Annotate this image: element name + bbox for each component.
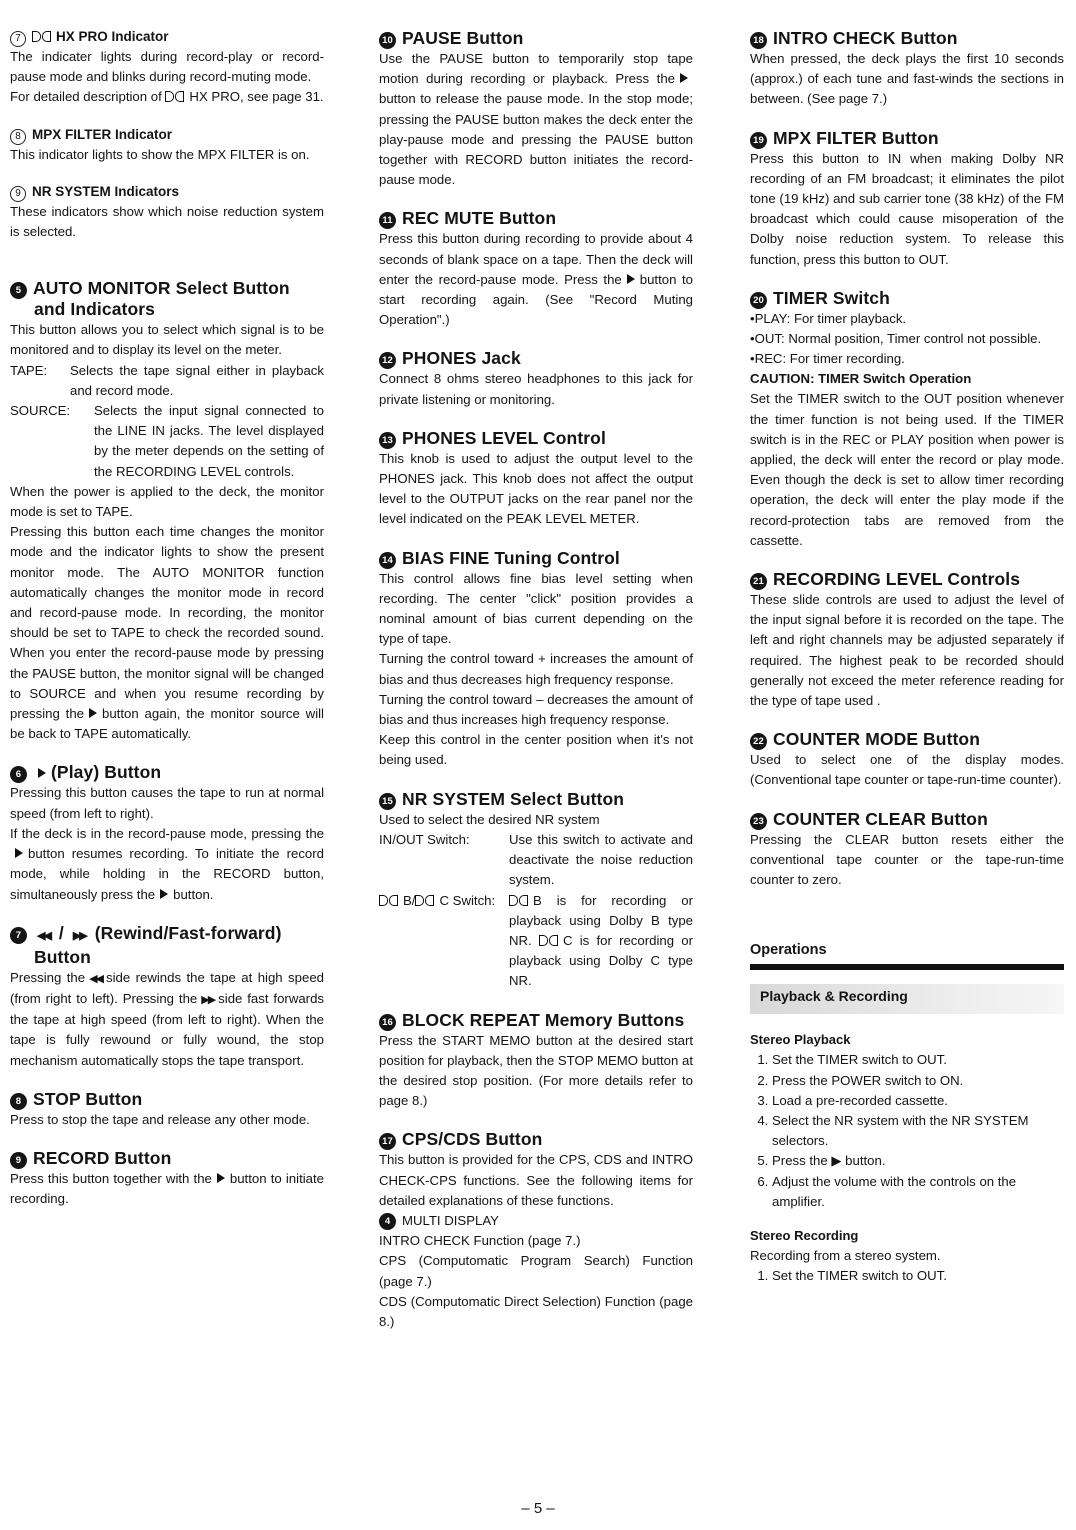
bullet: •PLAY: For timer playback.	[750, 310, 907, 326]
paragraph: This button allows you to select which signal is to be monitored and to display its level on the meter.	[10, 322, 324, 358]
paragraph: Pressing this button each time changes the monitor mode and the indicator lights to show the present monitor mode. The AUTO MONITOR function automatically changes the monitor mode in record and record-pause mode. In recording, the monitor should be set to TAPE to check the recorded sound. When you enter the record-pause mode by pressing the PAUSE button, the monitor signal will be changed to SOURCE and when you resume recording by pressing the button again, the monitor source will be back to TAPE automatically.	[10, 524, 324, 742]
paragraph: Press to stop the tape and release any other mode.	[10, 1111, 310, 1127]
paragraph: Press this button to IN when making Dolby NR recording of an FM broadcast; it eliminates the pilot tone (19 kHz) and sub carrier tone (38 kHz) of the FM broadcast which could cause misoperation of the Dolby noise reduction system. To release this function, press this button to OUT.	[750, 150, 1064, 267]
dolby-logo-icon	[509, 895, 529, 906]
play-icon	[217, 1173, 225, 1183]
paragraph: Pressing the CLEAR button resets either the conventional tape counter or the tape-run-time counter to zero.	[750, 831, 1064, 888]
item-number: 23	[750, 813, 767, 830]
section-heading: 7 ◀◀ / ▶▶ (Rewind/Fast-forward)	[10, 923, 324, 947]
step-item: 2. Press the POWER switch to ON.	[772, 1071, 1064, 1091]
operations-title: Operations	[750, 942, 827, 959]
section-phones-level	[379, 428, 693, 530]
paragraph: When pressed, the deck plays the first 10 seconds (approx.) of each tune and fast-winds the sections in between. (See page 7.)	[750, 51, 1064, 107]
item-number: 14	[379, 552, 396, 569]
section-heading: 23 COUNTER CLEAR Button	[750, 809, 1064, 830]
item-number: 5	[10, 282, 27, 299]
section-nr-system-indicators	[10, 183, 324, 242]
item-number: 9	[10, 1152, 27, 1169]
paragraph: Recording from a stereo system.	[750, 1247, 941, 1263]
item-number: 20	[750, 292, 767, 309]
section-auto-monitor	[10, 278, 324, 744]
section-heading: 8 MPX FILTER Indicator	[10, 126, 324, 145]
paragraph: Turning the control toward + increases the amount of bias and thus decreases high frequency response.	[379, 651, 693, 687]
paragraph: This knob is used to adjust the output level to the PHONES jack. This knob does not affect the output level to the OUTPUT jacks on the rear panel nor the level indicated on the PEAK LEVEL METER.	[379, 450, 693, 527]
item-number: 9	[10, 186, 26, 202]
dolby-logo-icon	[415, 895, 435, 906]
section-heading: 5 AUTO MONITOR Select Button	[10, 278, 324, 299]
section-heading: 21 RECORDING LEVEL Controls	[750, 569, 1064, 590]
item-number: 17	[379, 1133, 396, 1150]
item-number: 10	[379, 32, 396, 49]
section-pause-button	[379, 28, 693, 190]
paragraph: Used to select the desired NR system	[379, 811, 600, 827]
caution-heading: CAUTION: TIMER Switch Operation	[750, 371, 972, 387]
section-heading: 10 PAUSE Button	[379, 28, 693, 49]
list-line: CPS (Computomatic Program Search) Function (page 7.)	[379, 1253, 693, 1289]
bullet: •OUT: Normal position, Timer control not possible.	[750, 331, 1042, 347]
bullet: •REC: For timer recording.	[750, 351, 905, 367]
page-number: – 5 –	[521, 1500, 555, 1517]
play-icon	[15, 848, 23, 858]
item-number: 16	[379, 1014, 396, 1031]
paragraph: Press the START MEMO button at the desired start position for playback, then the STOP MEMO button at the desired stop position. (For more details refer to page 8.)	[379, 1032, 693, 1109]
column-2	[379, 28, 693, 1350]
item-number: 22	[750, 733, 767, 750]
section-heading-cont: Button	[34, 946, 91, 967]
paragraph: 4 MULTI DISPLAY	[379, 1211, 693, 1231]
item-number: 11	[379, 212, 396, 229]
section-heading: 19 MPX FILTER Button	[750, 128, 1064, 149]
section-heading: 9 NR SYSTEM Indicators	[10, 183, 324, 202]
column-3	[750, 28, 1064, 1286]
definition-tape: TAPE: Selects the tape signal either in playback and record mode.	[10, 362, 324, 398]
subsection-title: Stereo Recording	[750, 1227, 859, 1243]
paragraph: Use the PAUSE button to temporarily stop tape motion during recording or playback. Press thebutton to release the pause mode. In the stop mode; pressing the PAUSE button makes the deck enter the play-pause mode and pressing the PAUSE button together with RECORD button initiates the record-pause mode.	[379, 51, 693, 188]
section-heading: 8 STOP Button	[10, 1089, 324, 1110]
section-cps-cds	[379, 1129, 693, 1332]
definition-source: SOURCE: Selects the input signal connected to the LINE IN jacks. The level displayed by the meter depends on the setting of the RECORDING LEVEL controls.	[10, 403, 324, 479]
item-number: 7	[10, 31, 26, 47]
section-heading-cont: and Indicators	[34, 299, 156, 320]
paragraph: Pressing this button causes the tape to run at normal speed (from left to right).	[10, 785, 324, 821]
paragraph: If the deck is in the record-pause mode, pressing thebutton resumes recording. To initiate the record mode, while holding in the RECORD button, simultaneously press the button.	[10, 825, 324, 902]
item-number: 8	[10, 129, 26, 145]
paragraph: Press this button together with the button to initiate recording.	[10, 1170, 324, 1207]
section-rewind-ff-button	[10, 923, 324, 1071]
play-icon	[38, 768, 46, 778]
play-icon	[627, 274, 635, 284]
section-play-button	[10, 762, 324, 904]
rewind-icon: ◀◀	[37, 929, 50, 942]
section-heading: 9 RECORD Button	[10, 1148, 324, 1169]
step-item: 4. Select the NR system with the NR SYSTEM selectors.	[772, 1111, 1064, 1151]
item-number: 21	[750, 573, 767, 590]
item-number: 18	[750, 32, 767, 49]
paragraph: These slide controls are used to adjust the level of the input signal before it is recorded on the tape. The left and right channels may be adjusted separately if required. The highest peak to be recorded should generally not exceed the meter reference reading for the type of tape used .	[750, 592, 1064, 709]
step-item: 3. Load a pre-recorded cassette.	[772, 1091, 1064, 1111]
section-mpx-filter-button	[750, 128, 1064, 270]
fast-forward-icon: ▶▶	[72, 929, 86, 942]
section-timer-switch	[750, 288, 1064, 551]
definition-in-out: IN/OUT Switch: Use this switch to activate and deactivate the noise reduction system.	[379, 831, 693, 888]
section-heading: 6 (Play) Button	[10, 762, 324, 783]
paragraph: Turning the control toward – decreases the amount of bias and thus increases high frequency response.	[379, 691, 693, 728]
item-number: 8	[10, 1093, 27, 1110]
section-heading: 13 PHONES LEVEL Control	[379, 428, 693, 449]
item-number: 19	[750, 132, 767, 149]
play-icon	[89, 708, 97, 718]
play-icon	[680, 73, 688, 83]
section-banner: Playback & Recording	[750, 984, 1064, 1014]
list-line: CDS (Computomatic Direct Selection) Function (page 8.)	[379, 1293, 693, 1329]
section-heading: 22 COUNTER MODE Button	[750, 729, 1064, 750]
paragraph: Connect 8 ohms stereo headphones to this jack for private listening or monitoring.	[379, 371, 693, 407]
item-number: 4	[379, 1213, 396, 1230]
section-recording-level	[750, 569, 1064, 711]
paragraph: Keep this control in the center position when it's not being used.	[379, 732, 693, 768]
item-number: 7	[10, 927, 27, 944]
section-counter-mode	[750, 729, 1064, 790]
paragraph: The indicater lights during record-play or record-pause mode and blinks during record-muting mode.	[10, 49, 324, 85]
section-intro-check	[750, 28, 1064, 110]
section-heading: 20 TIMER Switch	[750, 288, 1064, 309]
operations-section	[750, 942, 1064, 1286]
item-number: 15	[379, 793, 396, 810]
list-line: INTRO CHECK Function (page 7.)	[379, 1233, 581, 1249]
section-stop-button	[10, 1089, 324, 1130]
section-block-repeat	[379, 1010, 693, 1112]
section-heading: 17 CPS/CDS Button	[379, 1129, 693, 1150]
section-mpx-filter-indicator	[10, 126, 324, 165]
section-counter-clear	[750, 809, 1064, 891]
item-number: 12	[379, 352, 396, 369]
rewind-icon: ◀◀	[89, 972, 102, 985]
paragraph: Used to select one of the display modes. (Conventional tape counter or tape-run-time counter).	[750, 752, 1064, 788]
section-heading: 15 NR SYSTEM Select Button	[379, 789, 693, 810]
section-hx-pro-indicator	[10, 28, 324, 108]
paragraph: This button is provided for the CPS, CDS and INTRO CHECK-CPS functions. See the following items for detailed explanations of these functions.	[379, 1152, 693, 1208]
section-bias-fine	[379, 548, 693, 771]
column-1	[10, 28, 324, 1227]
steps-list	[750, 1050, 1064, 1212]
fast-forward-icon: ▶▶	[201, 993, 215, 1006]
paragraph: This indicator lights to show the MPX FILTER is on.	[10, 146, 310, 162]
dolby-logo-icon	[32, 31, 52, 42]
paragraph: This control allows fine bias level setting when recording. The center "click" position provides a nominal amount of bias current depending on the type of tape.	[379, 570, 693, 647]
section-heading: 11 REC MUTE Button	[379, 208, 693, 229]
step-item: 1. Set the TIMER switch to OUT.	[772, 1266, 1064, 1286]
paragraph: These indicators show which noise reduction system is selected.	[10, 203, 324, 240]
paragraph: Press this button during recording to provide about 4 seconds of blank space on a tape. Then the deck will enter the record-pause mode. Press the button to start recording again. (See "Record Muting Operation".)	[379, 231, 694, 328]
step-item: 6. Adjust the volume with the controls on the amplifier.	[772, 1172, 1064, 1212]
paragraph: When the power is applied to the deck, the monitor mode is set to TAPE.	[10, 483, 324, 520]
section-record-button	[10, 1148, 324, 1209]
paragraph: For detailed description of HX PRO, see page 31.	[10, 89, 324, 105]
step-item: 5. Press the ▶ button.	[772, 1151, 1064, 1171]
paragraph: Set the TIMER switch to the OUT position whenever the timer function is not being used. If the TIMER switch is in the REC or PLAY position when power is applied, the deck will enter the record or play mode. Even though the deck is set to allow timer recording operation, the deck will enter the play mode if the record-protection tabs are removed from the cassette.	[750, 391, 1064, 548]
section-rec-mute-button	[379, 208, 693, 330]
definition-b-c: B/ C Switch: B is for recording or playback using Dolby B type NR. C is for recording or playback using Dolby C type NR.	[379, 891, 693, 992]
section-heading: 12 PHONES Jack	[379, 348, 693, 369]
item-number: 6	[10, 766, 27, 783]
section-heading: 16 BLOCK REPEAT Memory Buttons	[379, 1010, 693, 1031]
item-number: 13	[379, 432, 396, 449]
divider	[750, 964, 1064, 970]
paragraph: Pressing the ◀◀ side rewinds the tape at high speed (from right to left). Pressing the ▶▶ side fast forwards the tape at high speed (from left to right). When the tape is fully rewound or fully wound, the stop mechanism automatically stops the tape transport.	[10, 969, 325, 1068]
subsection-title: Stereo Playback	[750, 1032, 851, 1048]
play-icon	[160, 889, 168, 899]
step-item: 1. Set the TIMER switch to OUT.	[772, 1050, 1064, 1070]
steps-list	[750, 1266, 1064, 1286]
dolby-logo-icon	[379, 895, 399, 906]
section-heading: 7 HX PRO Indicator	[10, 28, 324, 47]
dolby-logo-icon	[539, 935, 559, 946]
section-nr-system-select	[379, 789, 693, 992]
section-heading: 14 BIAS FINE Tuning Control	[379, 548, 693, 569]
dolby-logo-icon	[165, 91, 185, 102]
section-phones-jack	[379, 348, 693, 409]
section-heading: 18 INTRO CHECK Button	[750, 28, 1064, 49]
